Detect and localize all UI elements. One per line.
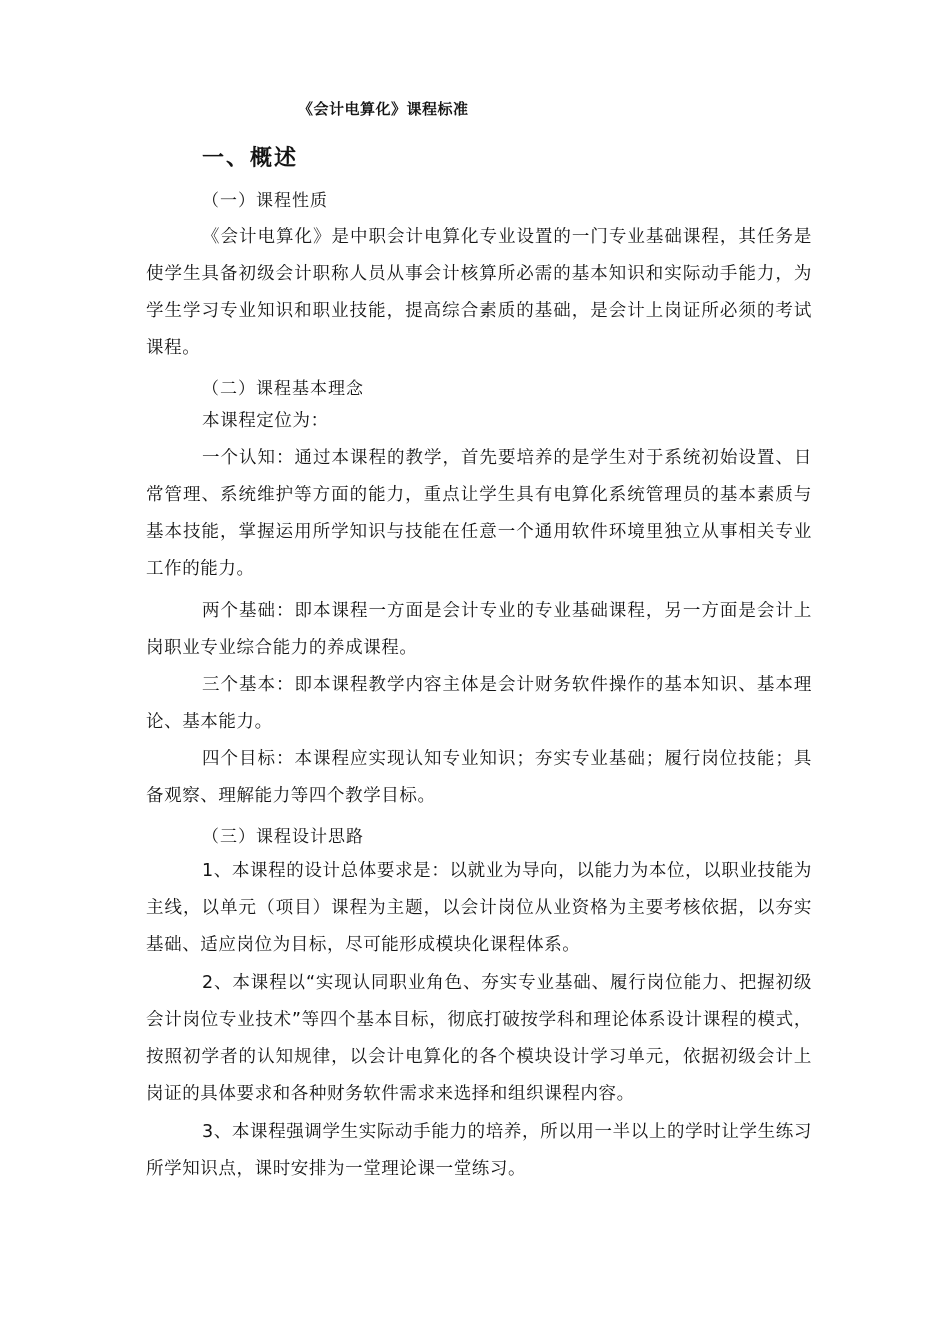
- paragraph-one-cognition: [146, 440, 812, 588]
- paragraph-text: 一个认知：通过本课程的教学，首先要培养的是学生对于系统初始设置、日常管理、系统维护等方面的能力，重点让学生具有电算化系统管理员的基本素质与基本技能，掌握运用所学知识与技能在任意一个通用软件环境里独立从事相关专业工作的能力。: [146, 448, 812, 579]
- subsection-heading-course-nature: （一）课程性质: [202, 191, 328, 211]
- paragraph-text: 三个基本：即本课程教学内容主体是会计财务软件操作的基本知识、基本理论、基本能力。: [146, 675, 812, 732]
- paragraph-positioning-intro: [146, 403, 812, 440]
- paragraph-text: 本课程定位为：: [202, 411, 329, 431]
- paragraph-text: 四个目标：本课程应实现认知专业知识；夯实专业基础；履行岗位技能；具备观察、理解能力等四个教学目标。: [146, 749, 812, 806]
- paragraph-text: 2、本课程以“实现认同职业角色、夯实专业基础、履行岗位能力、把握初级会计岗位专业技术”等四个基本目标，彻底打破按学科和理论体系设计课程的模式，按照初学者的认知规律，以会计电算化的各个模块设计学习单元，依据初级会计上岗证的具体要求和各种财务软件需求来选择和组织课程内容。: [146, 973, 812, 1104]
- paragraph-design-item-3: [146, 1114, 812, 1188]
- subsection-heading-basic-concept: （二）课程基本理念: [202, 379, 364, 399]
- paragraph-design-item-2: [146, 965, 812, 1113]
- document-title: 《会计电算化》课程标准: [298, 100, 469, 118]
- section-heading-overview: 一、概述: [202, 146, 299, 171]
- paragraph-text: 两个基础：即本课程一方面是会计专业的专业基础课程，另一方面是会计上岗职业专业综合能力的养成课程。: [146, 601, 812, 658]
- paragraph-text: 1、本课程的设计总体要求是：以就业为导向，以能力为本位，以职业技能为主线，以单元（项目）课程为主题，以会计岗位从业资格为主要考核依据，以夯实基础、适应岗位为目标，尽可能形成模块化课程体系。: [146, 861, 812, 955]
- paragraph-design-item-1: [146, 853, 812, 964]
- paragraph-three-basics: [146, 667, 812, 741]
- paragraph-text: 《会计电算化》是中职会计电算化专业设置的一门专业基础课程，其任务是使学生具备初级会计职称人员从事会计核算所必需的基本知识和实际动手能力，为学生学习专业知识和职业技能，提高综合素质的基础，是会计上岗证所必须的考试课程。: [146, 227, 812, 358]
- paragraph-four-goals: [146, 741, 812, 815]
- paragraph-two-foundations: [146, 593, 812, 667]
- paragraph-text: 3、本课程强调学生实际动手能力的培养，所以用一半以上的学时让学生练习所学知识点，课时安排为一堂理论课一堂练习。: [146, 1122, 812, 1179]
- paragraph-course-nature: [146, 219, 812, 367]
- subsection-heading-design-approach: （三）课程设计思路: [202, 827, 364, 847]
